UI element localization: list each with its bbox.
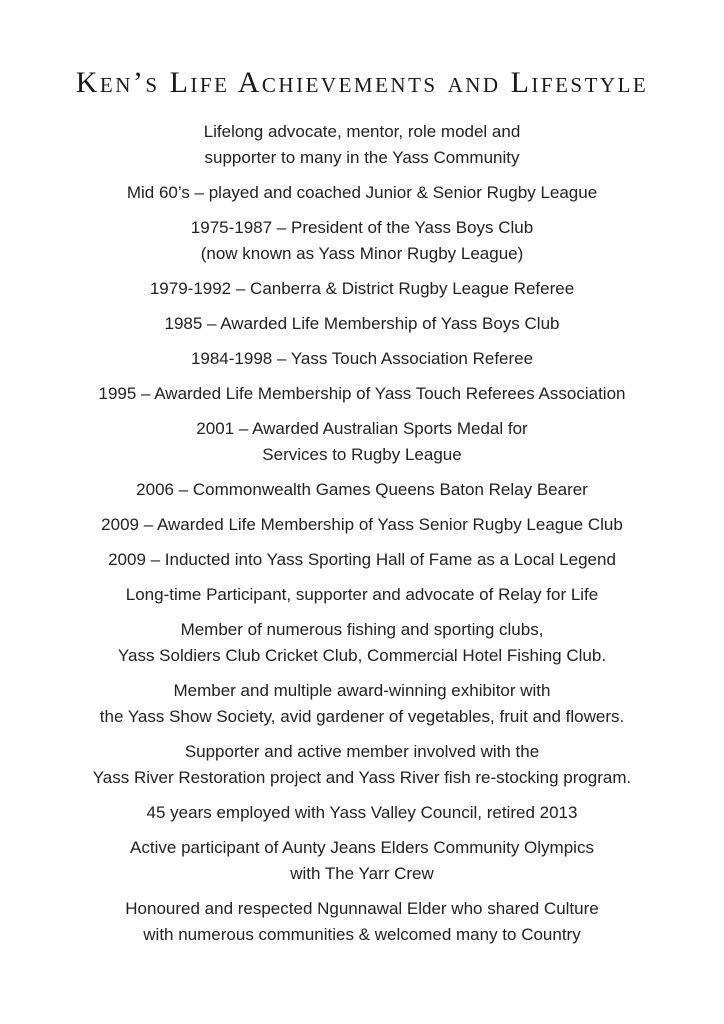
achievement-item [42, 215, 682, 267]
achievement-item [42, 582, 682, 608]
achievement-line: Lifelong advocate, mentor, role model and [203, 121, 521, 141]
achievement-line: supporter to many in the Yass Community [204, 147, 520, 167]
achievement-line: 2001 – Awarded Australian Sports Medal for [196, 418, 528, 438]
achievement-item [42, 617, 682, 669]
achievement-item [42, 119, 682, 171]
achievement-item [42, 276, 682, 302]
achievement-line: the Yass Show Society, avid gardener of vegetables, fruit and flowers. [99, 706, 625, 726]
achievement-item [42, 896, 682, 948]
achievement-item [42, 739, 682, 791]
achievement-line: Member of numerous fishing and sporting clubs, [180, 619, 544, 639]
achievement-item [42, 416, 682, 468]
achievement-item [42, 512, 682, 538]
achievement-line: 2006 – Commonwealth Games Queens Baton Relay Bearer [136, 479, 588, 499]
achievement-line: 1995 – Awarded Life Membership of Yass Touch Referees Association [98, 383, 626, 403]
page-title: Ken’s Life Achievements and Lifestyle [75, 66, 649, 99]
achievement-line: Active participant of Aunty Jeans Elders Community Olympics [130, 837, 594, 857]
achievement-line: 1975-1987 – President of the Yass Boys Club [190, 217, 534, 237]
achievement-item [42, 477, 682, 503]
achievement-line: 1979-1992 – Canberra & District Rugby League Referee [149, 278, 575, 298]
achievement-line: Services to Rugby League [262, 444, 462, 464]
achievements-list [42, 119, 682, 948]
achievement-line: 1984-1998 – Yass Touch Association Referee [190, 348, 534, 368]
achievement-line: 45 years employed with Yass Valley Council, retired 2013 [146, 802, 578, 822]
achievement-line: Supporter and active member involved with the [184, 741, 540, 761]
achievement-line: 1985 – Awarded Life Membership of Yass Boys Club [164, 313, 560, 333]
achievement-item [42, 346, 682, 372]
achievement-line: Yass Soldiers Club Cricket Club, Commercial Hotel Fishing Club. [117, 645, 607, 665]
achievement-item [42, 381, 682, 407]
achievement-line: Mid 60’s – played and coached Junior & Senior Rugby League [126, 182, 598, 202]
achievement-item [42, 547, 682, 573]
achievement-line: 2009 – Inducted into Yass Sporting Hall of Fame as a Local Legend [108, 549, 616, 569]
achievement-item [42, 180, 682, 206]
achievement-line: Long-time Participant, supporter and advocate of Relay for Life [125, 584, 599, 604]
achievement-item [42, 835, 682, 887]
achievement-line: Honoured and respected Ngunnawal Elder who shared Culture [125, 898, 599, 918]
achievement-line: (now known as Yass Minor Rugby League) [200, 243, 524, 263]
achievement-item [42, 311, 682, 337]
achievement-line: with The Yarr Crew [290, 863, 434, 883]
achievement-item [42, 678, 682, 730]
achievement-line: with numerous communities & welcomed many to Country [143, 924, 581, 944]
achievement-line: 2009 – Awarded Life Membership of Yass Senior Rugby League Club [101, 514, 623, 534]
achievement-item [42, 800, 682, 826]
achievement-line: Member and multiple award-winning exhibitor with [173, 680, 551, 700]
achievement-line: Yass River Restoration project and Yass River fish re-stocking program. [92, 767, 632, 787]
